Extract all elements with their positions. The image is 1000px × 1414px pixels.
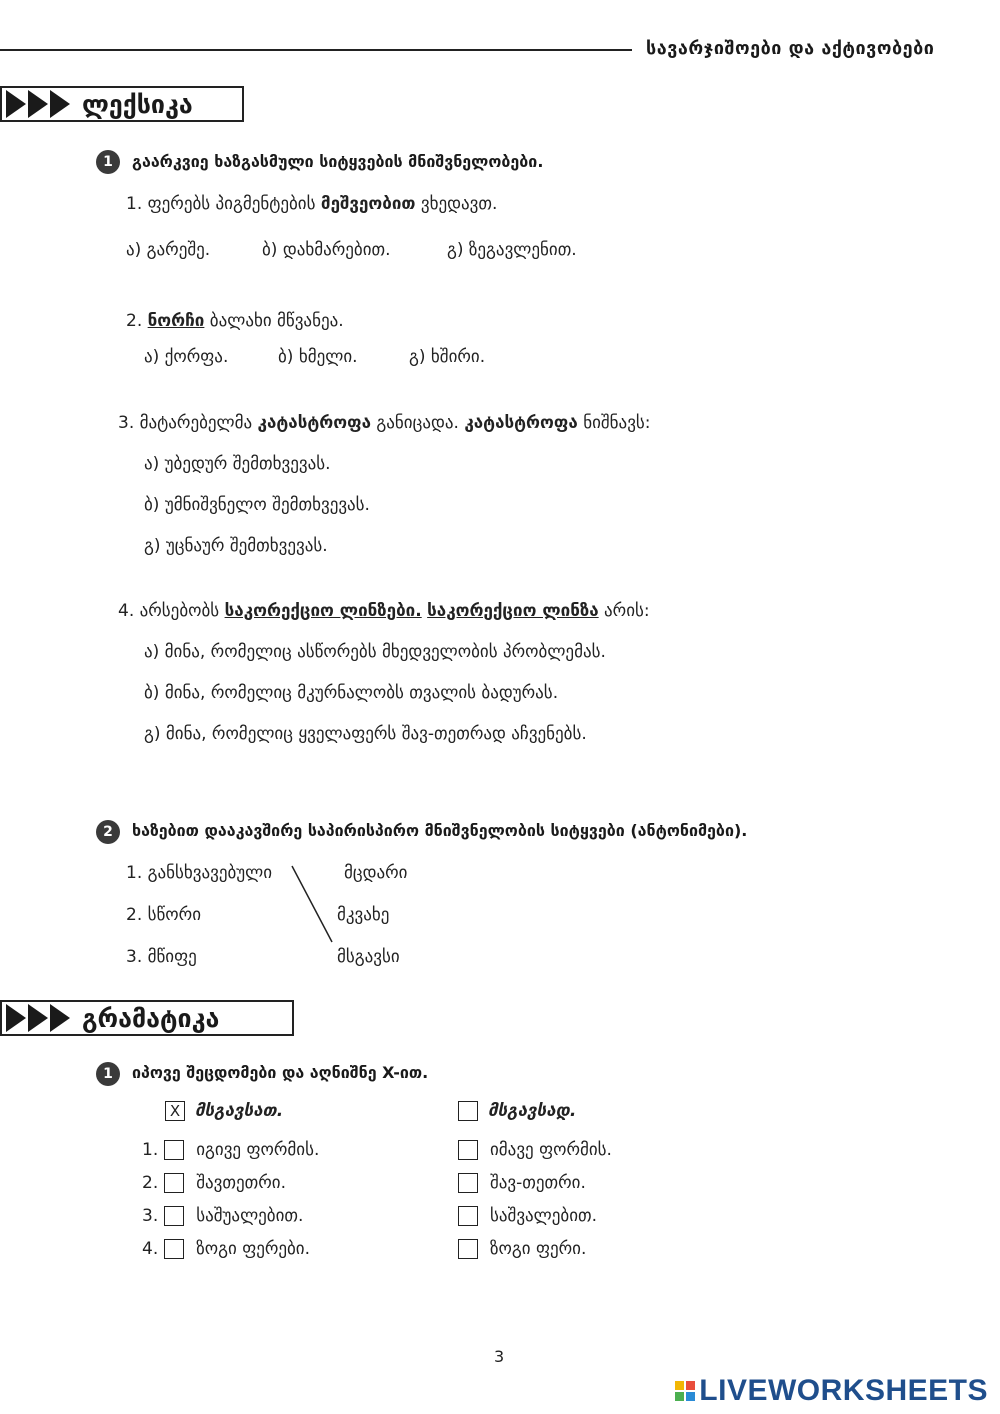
- row-number: 3.: [142, 1206, 159, 1226]
- liveworksheets-logo[interactable]: [675, 1374, 988, 1408]
- answer-checkbox[interactable]: [164, 1206, 184, 1226]
- example-text: მსგავსათ.: [195, 1101, 284, 1121]
- option-text: იგივე ფორმის.: [196, 1140, 320, 1160]
- grammar-row-1-right: [458, 1140, 612, 1160]
- question-2: [126, 311, 344, 331]
- answer-checkbox[interactable]: [458, 1173, 478, 1193]
- answer-option[interactable]: ბ) უმნიშვნელო შემთხვევას.: [144, 495, 370, 515]
- match-right-item[interactable]: მცდარი: [344, 863, 408, 883]
- task-number-badge: 2: [96, 820, 120, 844]
- answer-option[interactable]: გ) ხშირი.: [409, 347, 486, 367]
- option-text: ზოგი ფერები.: [196, 1239, 311, 1259]
- question-1: [126, 194, 497, 214]
- row-number: 1.: [142, 1140, 159, 1160]
- question-text: ვხედავთ.: [415, 194, 498, 214]
- page-number: 3: [494, 1347, 505, 1366]
- option-text: საშუალებით.: [196, 1206, 304, 1226]
- grammar-row-3-right: [458, 1206, 597, 1226]
- highlighted-word: კატასტროფა: [257, 413, 372, 433]
- option-text: შავ-თეთრი.: [490, 1173, 586, 1193]
- answer-checkbox[interactable]: [164, 1140, 184, 1160]
- question-number: 2.: [126, 311, 143, 331]
- question-number: 4.: [118, 601, 135, 621]
- answer-option[interactable]: გ) უცნაურ შემთხვევას.: [144, 536, 328, 556]
- answer-checkbox[interactable]: [458, 1206, 478, 1226]
- section-lexicon: [0, 86, 244, 122]
- answer-option[interactable]: ა) ქორფა.: [144, 347, 229, 367]
- highlighted-word: კატასტროფა: [464, 413, 578, 433]
- answer-option[interactable]: ბ) ხმელი.: [278, 347, 358, 367]
- grammar-row-2-left: [142, 1173, 286, 1193]
- question-text: განიცადა.: [371, 413, 465, 433]
- answer-checkbox[interactable]: [458, 1140, 478, 1160]
- option-text: ზოგი ფერი.: [490, 1239, 587, 1259]
- answer-option[interactable]: ბ) დახმარებით.: [262, 240, 391, 260]
- example-checkbox-checked: X: [165, 1101, 185, 1121]
- grammar-row-2-right: [458, 1173, 586, 1193]
- grammar-row-3-left: [142, 1206, 303, 1226]
- question-text: ნიშნავს:: [577, 413, 651, 433]
- triple-arrow-icon: [2, 88, 70, 120]
- option-text: შავთეთრი.: [196, 1173, 286, 1193]
- question-4: [118, 601, 650, 621]
- answer-checkbox[interactable]: [458, 1239, 478, 1259]
- highlighted-word: საკორექციო ლინზა: [427, 601, 599, 621]
- question-3: [118, 413, 651, 433]
- match-left-item[interactable]: 1. განსხვავებული: [126, 863, 273, 883]
- logo-squares-icon: [675, 1381, 695, 1401]
- example-checkbox: [458, 1101, 478, 1121]
- row-number: 2.: [142, 1173, 159, 1193]
- question-number: 3.: [118, 413, 135, 433]
- section-lexicon-label: ლექსიკა: [82, 89, 193, 119]
- highlighted-word: ნორჩი: [147, 311, 205, 331]
- option-text: იმავე ფორმის.: [490, 1140, 612, 1160]
- grammar-row-4-left: [142, 1239, 310, 1259]
- row-number: 4.: [142, 1239, 159, 1259]
- grammar-row-4-right: [458, 1239, 586, 1259]
- answer-checkbox[interactable]: [164, 1173, 184, 1193]
- highlighted-word: საკორექციო ლინზები.: [224, 601, 422, 621]
- question-text: ბალახი მწვანეა.: [204, 311, 344, 331]
- question-text: ფერებს პიგმენტების: [147, 194, 321, 214]
- answer-option[interactable]: ბ) მინა, რომელიც მკურნალობს თვალის ბადურას.: [144, 683, 559, 703]
- question-text: არსებობს: [139, 601, 225, 621]
- example-right: [458, 1101, 576, 1121]
- option-text: საშვალებით.: [490, 1206, 598, 1226]
- answer-option[interactable]: ა) მინა, რომელიც ასწორებს მხედველობის პრობლემას.: [144, 642, 606, 662]
- section-grammar-label: გრამატიკა: [82, 1003, 220, 1033]
- match-left-item[interactable]: 3. მწიფე: [126, 947, 197, 967]
- example-text: მსგავსად.: [488, 1101, 577, 1121]
- answer-option[interactable]: გ) ზეგავლენით.: [447, 240, 577, 260]
- grammar-row-1-left: [142, 1140, 319, 1160]
- section-grammar: [0, 1000, 294, 1036]
- question-text: მატარებელმა: [139, 413, 258, 433]
- task-title: ხაზებით დააკავშირე საპირისპირო მნიშვნელობის სიტყვები (ანტონიმები).: [132, 821, 748, 840]
- example-left: [165, 1101, 283, 1121]
- task-number-badge: 1: [96, 150, 120, 174]
- match-right-item[interactable]: მკვახე: [337, 905, 390, 925]
- match-right-item[interactable]: მსგავსი: [337, 947, 400, 967]
- header-rule: [0, 49, 632, 51]
- header-title: სავარჯიშოები და აქტივობები: [646, 38, 935, 59]
- highlighted-word: მეშვეობით: [320, 194, 416, 214]
- match-line: [288, 862, 338, 948]
- answer-option[interactable]: ა) გარეშე.: [126, 240, 211, 260]
- answer-option[interactable]: გ) მინა, რომელიც ყველაფერს შავ-თეთრად აჩვენებს.: [144, 724, 587, 744]
- question-text: არის:: [598, 601, 650, 621]
- answer-option[interactable]: ა) უბედურ შემთხვევას.: [144, 454, 331, 474]
- task-number-badge: 1: [96, 1062, 120, 1086]
- match-left-item[interactable]: 2. სწორი: [126, 905, 201, 925]
- triple-arrow-icon: [2, 1002, 70, 1034]
- answer-checkbox[interactable]: [164, 1239, 184, 1259]
- question-number: 1.: [126, 194, 143, 214]
- task-title: გაარკვიე ხაზგასმული სიტყვების მნიშვნელობები.: [132, 152, 544, 171]
- logo-text: LIVEWORKSHEETS: [699, 1374, 988, 1407]
- task-title: იპოვე შეცდომები და აღნიშნე X-ით.: [132, 1063, 429, 1082]
